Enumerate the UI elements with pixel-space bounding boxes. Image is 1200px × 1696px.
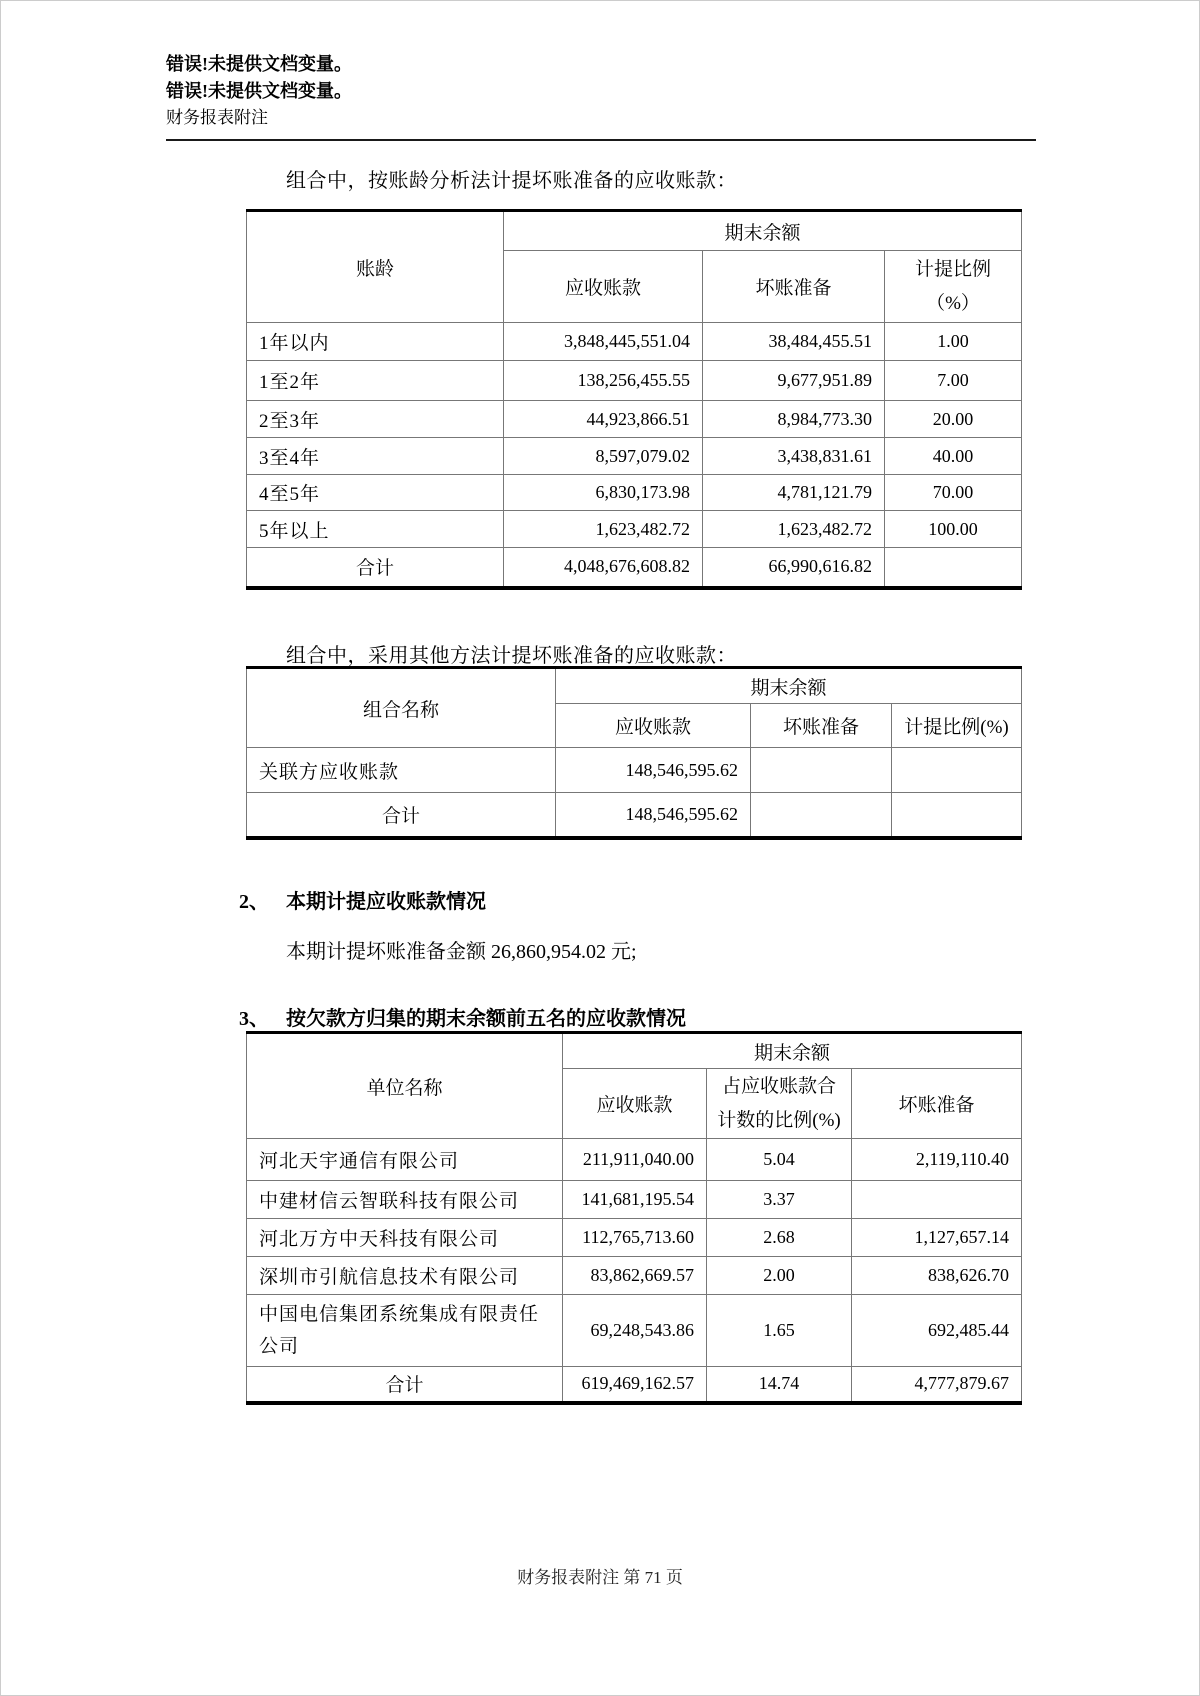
- section2-body: 本期计提坏账准备金额 26,860,954.02 元;: [286, 941, 637, 963]
- aging-analysis-table: [246, 209, 1022, 590]
- section3-heading: [239, 1002, 686, 1031]
- total-ratio: [892, 793, 1022, 838]
- document-header: [166, 51, 352, 131]
- bad-debt-value: 692,485.44: [852, 1295, 1022, 1367]
- percentage-value: 3.37: [707, 1181, 852, 1219]
- header-divider: [166, 139, 1036, 141]
- ratio-value: 1.00: [885, 323, 1022, 361]
- top-five-debtors-table: [246, 1031, 1022, 1405]
- table-total-row: [247, 1367, 1022, 1403]
- table-row: [247, 1295, 1022, 1367]
- table-row: [247, 1139, 1022, 1181]
- percentage-value: 2.68: [707, 1219, 852, 1257]
- portfolio-label: 关联方应收账款: [247, 748, 556, 793]
- col-header-ratio: [885, 251, 1022, 323]
- col-header-ending-balance: 期末余额: [556, 668, 1022, 704]
- ratio-value: 20.00: [885, 401, 1022, 438]
- table-row: [247, 361, 1022, 401]
- receivable-value: 44,923,866.51: [504, 401, 703, 438]
- total-label: 合计: [247, 1367, 563, 1403]
- receivable-value: 112,765,713.60: [563, 1219, 707, 1257]
- section3-title: 按欠款方归集的期末余额前五名的应收款情况: [286, 1008, 686, 1030]
- percentage-value: 5.04: [707, 1139, 852, 1181]
- col-header-portfolio-name: 组合名称: [247, 668, 556, 748]
- ratio-value: 40.00: [885, 438, 1022, 475]
- page-footer: 财务报表附注 第 71 页: [517, 1568, 683, 1587]
- table-total-row: [247, 548, 1022, 588]
- col-header-ending-balance: 期末余额: [563, 1033, 1022, 1069]
- pct-header-line1: 占应收账款合: [721, 1075, 836, 1097]
- bad-debt-value: 1,623,482.72: [703, 511, 885, 548]
- entity-name: 深圳市引航信息技术有限公司: [247, 1257, 563, 1295]
- table1-title: 组合中，按账龄分析法计提坏账准备的应收账款：: [286, 170, 737, 192]
- other-method-table: [246, 666, 1022, 840]
- table-row: [247, 401, 1022, 438]
- table-row: [247, 438, 1022, 475]
- ratio-header-line2: （%）: [926, 292, 980, 314]
- receivable-value: 8,597,079.02: [504, 438, 703, 475]
- bad-debt-value: 9,677,951.89: [703, 361, 885, 401]
- section2-heading: [239, 885, 486, 914]
- receivable-value: 211,911,040.00: [563, 1139, 707, 1181]
- bad-debt-value: 2,119,110.40: [852, 1139, 1022, 1181]
- aging-label: 3至4年: [247, 438, 504, 475]
- receivable-value: 69,248,543.86: [563, 1295, 707, 1367]
- total-receivable: 619,469,162.57: [563, 1367, 707, 1403]
- header-error-line-1: 错误!未提供文档变量。: [166, 54, 352, 74]
- table-header-row: [247, 1033, 1022, 1069]
- table-row: [247, 511, 1022, 548]
- bad-debt-value: 38,484,455.51: [703, 323, 885, 361]
- total-bad-debt: 4,777,879.67: [852, 1367, 1022, 1403]
- total-receivable: 148,546,595.62: [556, 793, 751, 838]
- percentage-value: 2.00: [707, 1257, 852, 1295]
- ratio-value: [892, 748, 1022, 793]
- section2-title: 本期计提应收账款情况: [286, 891, 486, 913]
- receivable-value: 138,256,455.55: [504, 361, 703, 401]
- table-header-row: [247, 211, 1022, 251]
- receivable-value: 141,681,195.54: [563, 1181, 707, 1219]
- receivable-value: 6,830,173.98: [504, 475, 703, 511]
- table-row: [247, 323, 1022, 361]
- bad-debt-value: 8,984,773.30: [703, 401, 885, 438]
- total-bad-debt: [751, 793, 892, 838]
- col-header-bad-debt: 坏账准备: [751, 704, 892, 748]
- table2-title: 组合中，采用其他方法计提坏账准备的应收账款：: [286, 645, 737, 667]
- section3-number: 3、: [239, 1008, 269, 1030]
- bad-debt-value: [852, 1181, 1022, 1219]
- ratio-value: 100.00: [885, 511, 1022, 548]
- bad-debt-value: 3,438,831.61: [703, 438, 885, 475]
- bad-debt-value: 838,626.70: [852, 1257, 1022, 1295]
- total-bad-debt: 66,990,616.82: [703, 548, 885, 588]
- table-header-row: [247, 668, 1022, 704]
- receivable-value: 83,862,669.57: [563, 1257, 707, 1295]
- entity-name: 河北天宇通信有限公司: [247, 1139, 563, 1181]
- bad-debt-value: 4,781,121.79: [703, 475, 885, 511]
- total-receivable: 4,048,676,608.82: [504, 548, 703, 588]
- col-header-receivable: 应收账款: [556, 704, 751, 748]
- aging-label: 1至2年: [247, 361, 504, 401]
- ratio-value: 7.00: [885, 361, 1022, 401]
- col-header-bad-debt: 坏账准备: [703, 251, 885, 323]
- total-label: 合计: [247, 793, 556, 838]
- col-header-receivable: 应收账款: [504, 251, 703, 323]
- percentage-value: 1.65: [707, 1295, 852, 1367]
- col-header-percentage: [707, 1069, 852, 1139]
- pct-header-line2: 计数的比例(%): [717, 1109, 841, 1131]
- table-row: [247, 1181, 1022, 1219]
- aging-label: 4至5年: [247, 475, 504, 511]
- table-row: [247, 475, 1022, 511]
- ratio-value: 70.00: [885, 475, 1022, 511]
- aging-label: 1年以内: [247, 323, 504, 361]
- bad-debt-value: 1,127,657.14: [852, 1219, 1022, 1257]
- col-header-bad-debt: 坏账准备: [852, 1069, 1022, 1139]
- aging-label: 2至3年: [247, 401, 504, 438]
- header-error-line-2: 错误!未提供文档变量。: [166, 81, 352, 101]
- total-percentage: 14.74: [707, 1367, 852, 1403]
- ratio-header-line1: 计提比例: [914, 258, 991, 280]
- entity-name: 河北万方中天科技有限公司: [247, 1219, 563, 1257]
- col-header-entity-name: 单位名称: [247, 1033, 563, 1139]
- entity-name: 中国电信集团系统集成有限责任公司: [247, 1295, 563, 1367]
- aging-label: 5年以上: [247, 511, 504, 548]
- table-row: [247, 1257, 1022, 1295]
- table-row: [247, 748, 1022, 793]
- section2-number: 2、: [239, 891, 269, 913]
- header-doc-title: 财务报表附注: [166, 108, 268, 127]
- col-header-ending-balance: 期末余额: [504, 211, 1022, 251]
- receivable-value: 148,546,595.62: [556, 748, 751, 793]
- receivable-value: 3,848,445,551.04: [504, 323, 703, 361]
- receivable-value: 1,623,482.72: [504, 511, 703, 548]
- col-header-aging: 账龄: [247, 211, 504, 323]
- col-header-receivable: 应收账款: [563, 1069, 707, 1139]
- total-label: 合计: [247, 548, 504, 588]
- table-row: [247, 1219, 1022, 1257]
- total-ratio: [885, 548, 1022, 588]
- entity-name: 中建材信云智联科技有限公司: [247, 1181, 563, 1219]
- table-total-row: [247, 793, 1022, 838]
- bad-debt-value: [751, 748, 892, 793]
- col-header-ratio: 计提比例(%): [892, 704, 1022, 748]
